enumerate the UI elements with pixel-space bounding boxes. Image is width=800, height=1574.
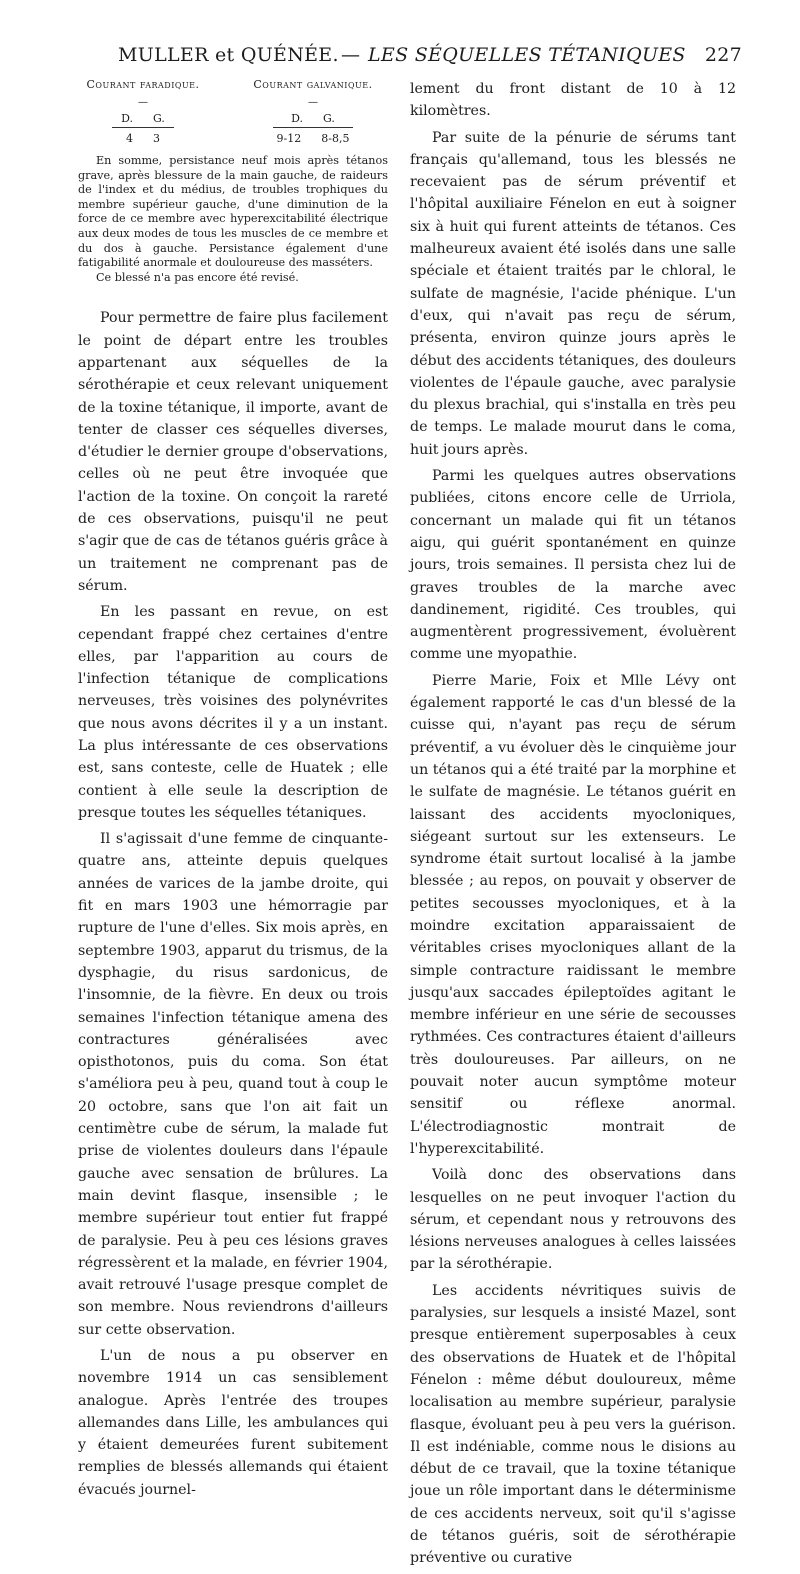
left-column <box>78 78 388 1505</box>
galvanique-label-g: G. <box>323 112 335 125</box>
header-title: LES SÉQUELLES TÉTANIQUES <box>368 44 686 66</box>
right-column <box>410 78 736 1574</box>
faradique-label-g: G. <box>153 112 165 125</box>
faradique-label-d: D. <box>121 112 134 125</box>
faradique-rule <box>112 127 174 128</box>
paragraph: En les passant en revue, on est cependant frappé chez certaines d'entre elles, par l'apparition au cours de l'infection tétanique de complications nerveuses, très voisines des polynévrites que nous avons décrites il y a un instant. La plus intéressante de ces observations est, sans conteste, celle de Huatek ; elle contient à elle seule la description de presque toutes les séquelles tétaniques. <box>78 604 388 821</box>
page-number: 227 <box>704 44 742 66</box>
header-authors: MULLER et QUÉNÉE. <box>118 44 339 66</box>
galvanique-column <box>238 78 388 145</box>
measurement-table <box>78 78 388 145</box>
galvanique-label-d: D. <box>291 112 304 125</box>
paragraph: Il s'agissait d'une femme de cinquante-quatre ans, atteinte depuis quelques années de varices de la jambe droite, qui fit en mars 1903 une hémorragie par rupture de l'une d'elles. Six mois après, en septembre 1903, apparut du trismus, de la dysphagie, du risus sardonicus, de l'insomnie, de la fièvre. En deux ou trois semaines l'infection tétanique amena des contractures généralisées avec opisthotonos, puis du coma. Son état s'améliora peu à peu, quand tout à coup le 20 octobre, sans que l'on ait fait un centimètre cube de sérum, la malade fut prise de violentes douleurs dans l'épaule gauche avec sensation de brûlures. La main devint flasque, insensible ; le membre supérieur tout entier fut frappé de paralysie. Peu à peu ces lésions graves régressèrent et la malade, en février 1904, avait retrouvé l'usage presque complet de son membre. Nous reviendrons d'ailleurs sur cette observation. <box>78 831 388 1338</box>
paragraph: lement du front distant de 10 à 12 kilomètres. <box>410 81 736 120</box>
galvanique-value-d: 9-12 <box>276 132 302 145</box>
paragraph: Pour permettre de faire plus facilement le point de départ entre les troubles appartenant aux séquelles de la sérothérapie et ceux relevant uniquement de la toxine tétanique, il importe, avant de tenter de classer ces séquelles diverses, d'étudier le dernier groupe d'observations, celles où ne peut être invoquée que l'action de la toxine. On conçoit la rareté de ces observations, puisqu'il ne peut s'agir que de cas de tétanos guéris grâce à un traitement ne comprenant pas de sérum. <box>78 310 388 594</box>
paragraph: Les accidents névritiques suivis de paralysies, sur lesquels a insisté Mazel, sont presque entièrement superposables à ceux des observations de Huatek et de l'hôpital Fénelon : même début douloureux, même localisation au membre supérieur, paralysie flasque, évoluant peu à peu vers la guérison. Il est indéniable, comme nous le disions au début de ce travail, que la toxine tétanique joue un rôle important dans le déterminisme de ces accidents nerveux, soit qu'il s'agisse de tétanos guéris, soit de sérothérapie préventive ou curative <box>410 1282 736 1567</box>
running-header <box>88 42 744 74</box>
summary-note: En somme, persistance neuf mois après tétanos grave, après blessure de la main gauche, de raideurs de l'index et du médius, de troubles trophiques du membre supérieur gauche, d'une diminution de la force de ce membre avec hyperexcitabilité électrique aux deux modes de tous les muscles de ce membre et du dos à gauche. Persistance également d'une fatigabilité anormale et douloureuse des masséters. <box>78 154 388 270</box>
paragraph: Pierre Marie, Foix et Mlle Lévy ont également rapporté le cas d'un blessé de la cuisse qui, n'ayant pas reçu de sérum préventif, a vu évoluer dès le cinquième jour un tétanos qui a été traité par la morphine et le sulfate de magnésie. Le tétanos guérit en laissant des accidents myocloniques, siégeant surtout sur les extenseurs. Le syndrome était surtout localisé à la jambe blessée ; au repos, on pouvait y observer de petites secousses myocloniques, et à la moindre excitation apparaissaient de véritables crises myocloniques allant de la simple contracture raidissant le membre jusqu'aux saccades épileptoïdes agitant le membre inférieur en une série de secousses rythmées. Ces contractures étaient d'ailleurs très douloureuses. Par ailleurs, on ne pouvait noter aucun symptôme moteur sensitif ou réflexe anormal. L'électrodiagnostic montrait de l'hyperexcitabilité. <box>410 672 736 1157</box>
paragraph: L'un de nous a pu observer en novembre 1914 un cas sensiblement analogue. Après l'entrée des troupes allemandes dans Lille, les ambulances qui y étaient demeurées furent subitement remplies de blessés allemands qui étaient évacués journel- <box>78 1348 388 1498</box>
paragraph: Voilà donc des observations dans lesquelles on ne peut invoquer l'action du sérum, et cependant nous y retrouvons des lésions nerveuses analogues à celles laissées par la sérothérapie. <box>410 1167 736 1273</box>
galvanique-heading: Courant galvanique. <box>253 78 373 91</box>
revision-note: Ce blessé n'a pas encore été revisé. <box>96 270 299 284</box>
galvanique-dash: — <box>308 97 318 108</box>
galvanique-rule <box>273 127 353 128</box>
faradique-column <box>78 78 208 145</box>
faradique-dash: — <box>138 97 148 108</box>
faradique-value-d: 4 <box>126 132 133 145</box>
paragraph: Par suite de la pénurie de sérums tant français qu'allemand, tous les blessés ne recevaient pas de sérum préventif et l'hôpital auxiliaire Fénelon en eut à soigner six à huit qui furent atteints de tétanos. Ces malheureux avaient été isolés dans une salle spéciale et étaient traités par le chloral, le sulfate de magnésie, l'acide phénique. L'un d'eux, qui n'avait pas reçu de sérum, présenta, environ quinze jours après le début des accidents tétaniques, des douleurs violentes de l'épaule gauche, avec paralysie du plexus brachial, qui s'installa en très peu de temps. Le malade mourut dans le coma, huit jours après. <box>410 129 736 458</box>
paragraph: Parmi les quelques autres observations publiées, citons encore celle de Urriola, concernant un malade qui fit un tétanos aigu, qui guérit spontanément en quinze jours, trois semaines. Il persista chez lui de graves troubles de la marche avec dandinement, rigidité. Ces troubles, qui augmentèrent progressivement, évoluèrent comme une myopathie. <box>410 468 736 663</box>
galvanique-value-g: 8-8,5 <box>321 132 350 145</box>
header-separator: — <box>341 44 361 66</box>
faradique-heading: Courant faradique. <box>86 78 200 91</box>
faradique-value-g: 3 <box>153 132 160 145</box>
